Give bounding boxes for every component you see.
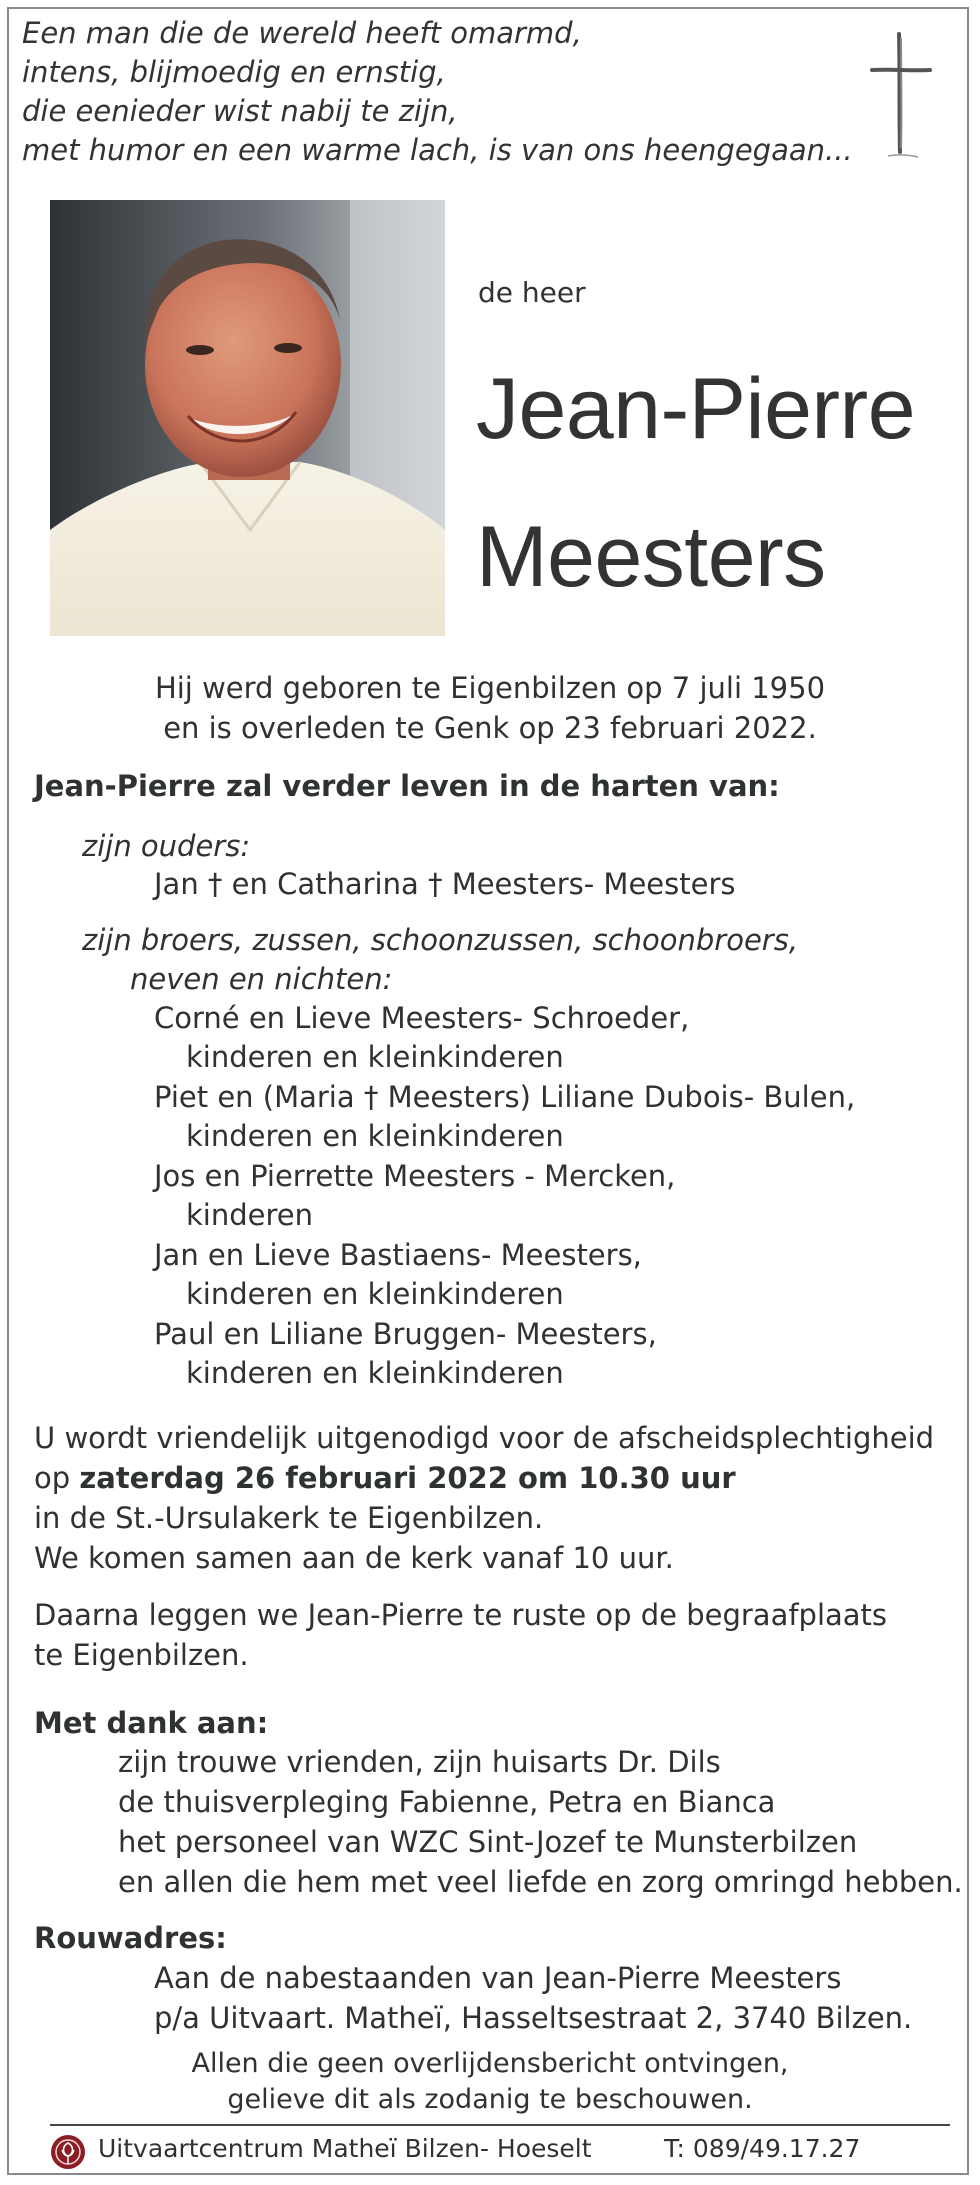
thanks-heading: Met dank aan: [34,1706,269,1740]
address-heading: Rouwadres: [34,1921,227,1955]
opening-poem [22,14,853,170]
burial-line: Daarna leggen we Jean-Pierre te ruste op de begraafplaats [34,1598,888,1632]
sibling-sub: kinderen en kleinkinderen [186,1277,564,1311]
thanks-line: het personeel van WZC Sint-Jozef te Munsterbilzen [118,1825,858,1859]
address-line: p/a Uitvaart. Matheï, Hasseltsestraat 2, 3740 Bilzen. [154,2001,913,2035]
honorific: de heer [478,276,586,309]
rose-logo-icon [50,2134,86,2170]
siblings-label-cont: neven en nichten: [130,962,393,996]
thanks-line: en allen die hem met veel liefde en zorg omringd hebben. [118,1865,963,1899]
birth-line: Hij werd geboren te Eigenbilzen op 7 juli 1950 [154,671,826,705]
invite-gather: We komen samen aan de kerk vanaf 10 uur. [34,1541,674,1575]
thanks-line: de thuisverpleging Fabienne, Petra en Bianca [118,1785,776,1819]
sibling-names: Piet en (Maria † Meesters) Liliane Dubois- Bulen, [154,1080,856,1114]
poem-line: intens, blijmoedig en ernstig, [22,55,446,89]
first-name: Jean-Pierre [476,361,916,457]
notice [0,2046,980,2118]
death-line: en is overleden te Genk op 23 februari 2022. [163,711,817,745]
funeral-home-name: Uitvaartcentrum Matheï Bilzen- Hoeselt [98,2134,592,2163]
funeral-home-phone: T: 089/49.17.27 [664,2134,861,2163]
invite-prefix: op [34,1461,80,1495]
sibling-sub: kinderen [186,1198,313,1232]
notice-line: Allen die geen overlijdensbericht ontvingen, [191,2048,789,2079]
invite-date-line [34,1458,736,1498]
address-line: Aan de nabestaanden van Jean-Pierre Meesters [154,1961,842,1995]
parents-names: Jan † en Catharina † Meesters- Meesters [154,867,736,901]
poem-line: met humor en een warme lach, is van ons heengegaan... [22,133,853,167]
sibling-sub: kinderen en kleinkinderen [186,1356,564,1390]
cross-icon [866,30,936,160]
burial-place: te Eigenbilzen. [34,1638,249,1672]
portrait-photo [50,200,445,636]
thanks-line: zijn trouwe vrienden, zijn huisarts Dr. Dils [118,1745,721,1779]
sibling-names: Jan en Lieve Bastiaens- Meesters, [154,1238,642,1272]
invite-location: in de St.-Ursulakerk te Eigenbilzen. [34,1501,544,1535]
sibling-sub: kinderen en kleinkinderen [186,1040,564,1074]
sibling-names: Jos en Pierrette Meesters - Mercken, [154,1159,676,1193]
sibling-sub: kinderen en kleinkinderen [186,1119,564,1153]
ceremony-date: zaterdag 26 februari 2022 om 10.30 uur [79,1461,736,1495]
sibling-names: Corné en Lieve Meesters- Schroeder, [154,1001,690,1035]
survivors-heading: Jean-Pierre zal verder leven in de harten van: [34,769,780,803]
parents-label: zijn ouders: [82,829,251,863]
siblings-label: zijn broers, zussen, schoonzussen, schoonbroers, [82,923,799,957]
last-name: Meesters [476,509,826,605]
poem-line: die eenieder wist nabij te zijn, [22,94,458,128]
sibling-names: Paul en Liliane Bruggen- Meesters, [154,1317,657,1351]
notice-line: gelieve dit als zodanig te beschouwen. [227,2084,753,2115]
life-dates [0,668,980,748]
invite-line: U wordt vriendelijk uitgenodigd voor de afscheidsplechtigheid [34,1421,935,1455]
poem-line: Een man die de wereld heeft omarmd, [22,16,582,50]
footer-divider [50,2124,950,2126]
